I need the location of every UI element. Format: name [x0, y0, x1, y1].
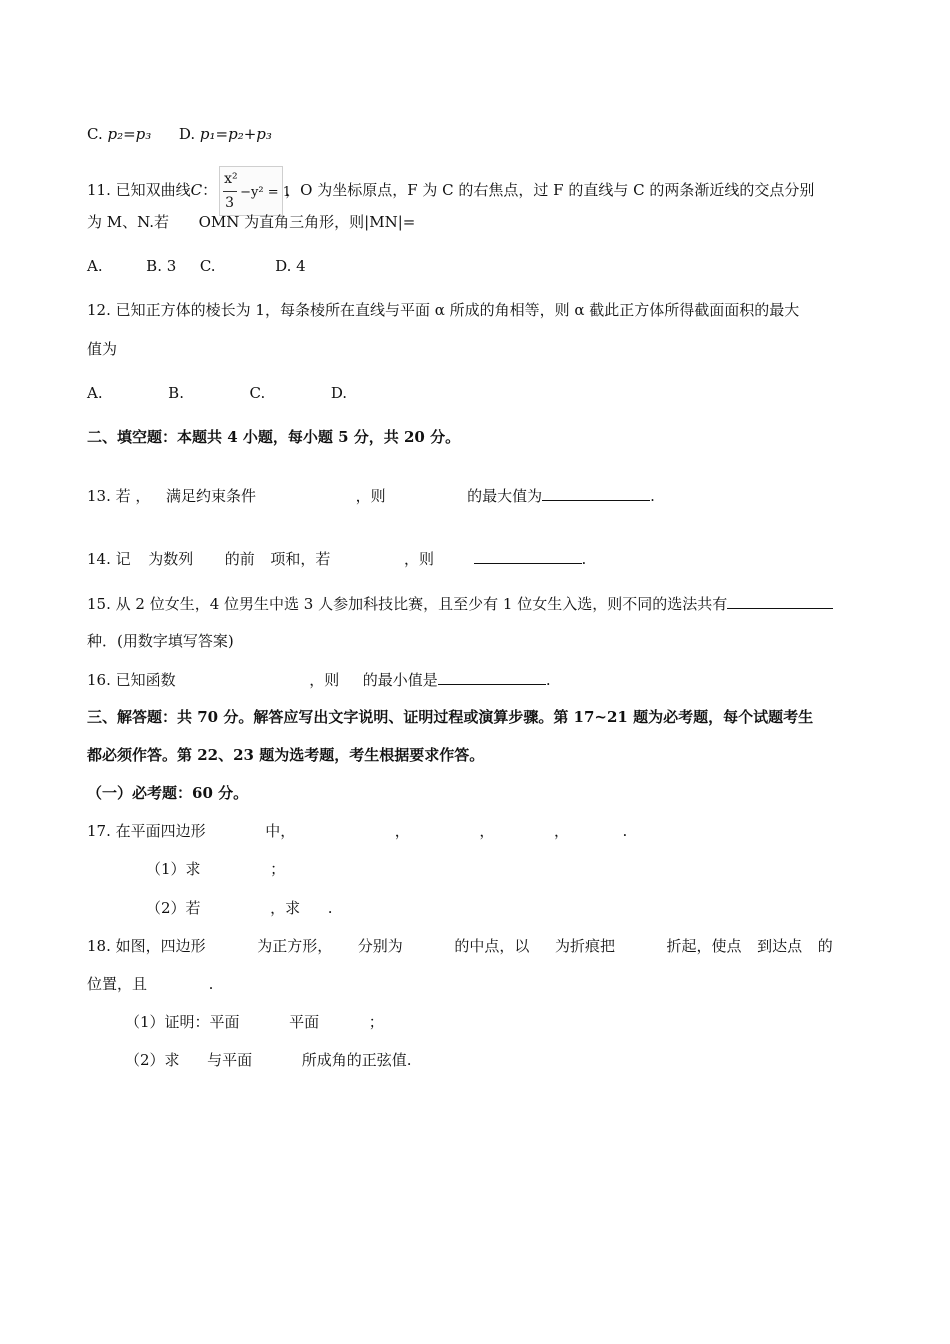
q17-part-1-end: ；	[270, 860, 286, 878]
q15-text-2: 种．(用数字填写答案)	[87, 632, 234, 650]
section-3-subtitle: （一）必考题：60 分。	[87, 784, 249, 802]
q14-answer-blank	[474, 548, 582, 564]
q11-text-4: OMN 为直角三角形，则|MN|=	[198, 213, 416, 231]
q14-number: 14.	[87, 550, 111, 568]
q11-curve: C	[190, 181, 203, 199]
q18-part-2-mid: 与平面	[207, 1051, 253, 1069]
q10-option-c-label: C.	[87, 125, 103, 143]
q17-part-2	[146, 898, 332, 918]
q15-line-1	[87, 593, 833, 614]
q12-option-c: C.	[249, 384, 266, 402]
q11-text-1: 已知双曲线	[115, 181, 191, 199]
q11-line-1	[87, 166, 814, 216]
q13-number: 13.	[87, 487, 111, 505]
q13-text-4: 的最大值为	[467, 487, 543, 505]
q12-line-1	[87, 300, 799, 320]
q11-text-2: ，O 为坐标原点，F 为 C 的右焦点，过 F 的直线与 C 的两条渐近线的交点分别	[285, 181, 815, 199]
q17-line	[87, 821, 627, 841]
q16-text-4: .	[545, 671, 551, 689]
section-2-title: 二、填空题：本题共 4 小题，每小题 5 分，共 20 分。	[87, 428, 461, 446]
formula-denominator: 3	[225, 195, 235, 211]
q16-text-2: ，则	[309, 671, 340, 689]
q11-number: 11.	[87, 181, 111, 199]
q14-text-2: 为数列	[148, 550, 194, 568]
q17-part-1	[146, 859, 285, 879]
q12-text-1: 已知正方体的棱长为 1，每条棱所在直线与平面 α 所成的角相等，则 α 截此正方体所得截面面积的最大	[115, 301, 800, 319]
q17-comma-3: ，	[553, 822, 569, 840]
q11-option-a: A.	[87, 257, 103, 275]
q11-text-3: 为 M、N.若	[87, 213, 170, 231]
q15-text-1: 从 2 位女生，4 位男生中选 3 人参加科技比赛，且至少有 1 位女生入选，则不同的选法共有	[115, 595, 728, 613]
q17-part-2-mid: ，求	[270, 899, 301, 917]
q11-options	[87, 256, 306, 276]
q18-part-2-end: 所成角的正弦值.	[301, 1051, 412, 1069]
q18-text-8: 的	[817, 937, 833, 955]
q10-option-d-label: D.	[178, 125, 196, 143]
q12-line-2	[87, 339, 117, 359]
q18-text-6: 折起，使点	[666, 937, 742, 955]
q17-comma-1: ，	[394, 822, 410, 840]
q13-text-3: ，则	[355, 487, 386, 505]
q18-text-4: 的中点，以	[454, 937, 530, 955]
q16-number: 16.	[87, 671, 111, 689]
q18-part-2-label: （2）求	[125, 1051, 180, 1069]
q15-number: 15.	[87, 595, 111, 613]
q14-text-1: 记	[115, 550, 131, 568]
section-3-title-line-1: 三、解答题：共 70 分。解答应写出文字说明、证明过程或演算步骤。第 17~21 题为必考题，每个试题考生	[87, 708, 814, 726]
section-3-title-line-2: 都必须作答。第 22、23 题为选考题，考生根据要求作答。	[87, 746, 485, 764]
q11-option-d: D. 4	[275, 257, 306, 275]
q18-text-3: 分别为	[357, 937, 403, 955]
q12-option-a: A.	[87, 384, 103, 402]
q18-text-9: 位置，且	[87, 975, 148, 993]
q16-text-1: 已知函数	[115, 671, 176, 689]
q18-line-2	[87, 974, 213, 994]
formula-fraction-bar	[223, 191, 237, 192]
hyperbola-formula-image	[219, 166, 292, 216]
q14-line	[87, 548, 586, 569]
q14-text-4: 项和，若	[270, 550, 331, 568]
q13-text-2: 满足约束条件	[165, 487, 256, 505]
q18-text-7: 到达点	[757, 937, 803, 955]
q12-number: 12.	[87, 301, 111, 319]
q11-line-2	[87, 212, 415, 232]
q15-line-2	[87, 631, 234, 651]
q18-part-1-end: ；	[368, 1013, 384, 1031]
q17-text-2: 中，	[265, 822, 296, 840]
q17-part-2-end: .	[327, 899, 333, 917]
q11-option-b: B. 3	[146, 257, 177, 275]
q11-colon: ：	[202, 181, 218, 199]
q12-text-2: 值为	[87, 340, 118, 358]
q14-text-6: .	[581, 550, 587, 568]
q16-line	[87, 669, 551, 690]
q18-line-1	[87, 936, 833, 956]
q10-options-line	[87, 124, 272, 144]
q17-text-1: 在平面四边形	[115, 822, 206, 840]
q18-part-2	[125, 1050, 411, 1070]
q14-text-3: 的前	[224, 550, 255, 568]
q18-part-1-mid: 平面	[289, 1013, 320, 1031]
q15-answer-blank	[727, 593, 833, 609]
q17-part-1-label: （1）求	[146, 860, 201, 878]
q18-part-1	[125, 1012, 384, 1032]
q18-part-1-label: （1）证明：平面	[125, 1013, 240, 1031]
q13-text-1: 若 ，	[115, 487, 151, 505]
q18-text-1: 如图，四边形	[115, 937, 206, 955]
q10-option-c-text: p₂=p₃	[107, 125, 152, 143]
q12-option-d: D.	[330, 384, 348, 402]
q17-number: 17.	[87, 822, 111, 840]
q11-option-c: C.	[199, 257, 216, 275]
q13-text-5: .	[650, 487, 655, 505]
q13-line	[87, 485, 655, 506]
q12-option-b: B.	[168, 384, 184, 402]
formula-rest: −y² = 1	[240, 185, 292, 200]
q10-option-d-text: p₁=p₂+p₃	[199, 125, 272, 143]
q17-part-2-label: （2）若	[146, 899, 201, 917]
q17-end: .	[622, 822, 628, 840]
q18-text-2: 为正方形，	[257, 937, 333, 955]
q18-number: 18.	[87, 937, 111, 955]
q13-answer-blank	[542, 485, 650, 501]
q12-options	[87, 383, 347, 403]
q18-text-5: 为折痕把	[554, 937, 615, 955]
formula-numerator: x²	[224, 171, 238, 187]
q16-text-3: 的最小值是	[362, 671, 438, 689]
q17-comma-2: ，	[479, 822, 495, 840]
q14-text-5: ，则	[403, 550, 434, 568]
q18-text-10: .	[208, 975, 214, 993]
q16-answer-blank	[438, 669, 546, 685]
